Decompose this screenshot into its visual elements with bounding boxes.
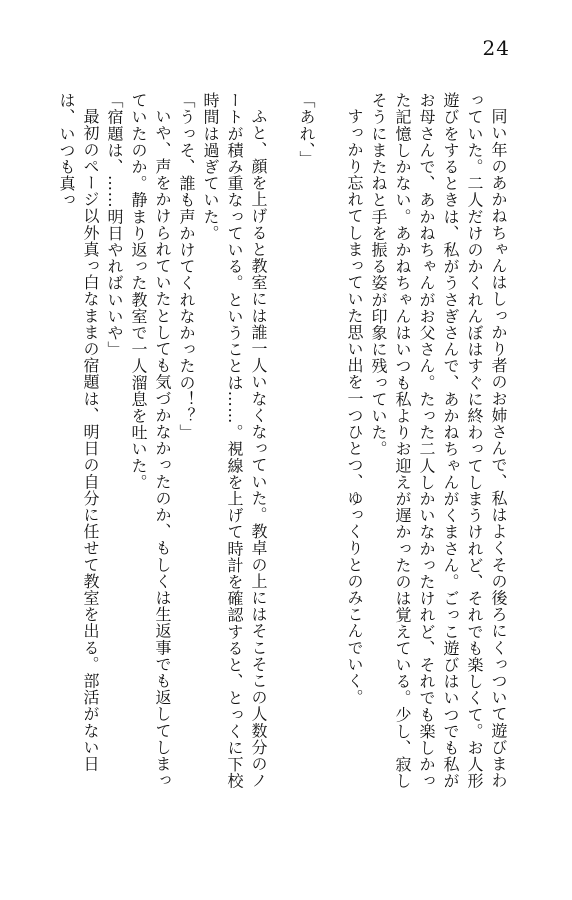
paragraph: いや、声をかけられていたとしても気づかなかったのか、もしくは生返事でも返してしまっていたのか。静まり返った教室で一人溜息を吐いた。 [129, 92, 172, 789]
blank-line [318, 92, 342, 792]
dialogue-line: 「うっそ、誰も声かけてくれなかったの！？」 [177, 92, 196, 441]
dialogue-line: 「あれ、」 [297, 92, 316, 167]
paragraph: 同い年のあかねちゃんはしっかり者のお姉さんで、私はよくその後ろにくっついて遊びまわっていた。二人だけのかくれんぼはすぐに終わってしまうけれど、それでも楽しくて。お人形遊びをするときは、私がうさぎさんで、あかねちゃんがくまさん。ごっこ遊びはいつでも私がお母さんで、あかねちゃんがお父さん。たった二人しかいなかったけれど、それでも楽しかった記憶しかない。あかねちゃんはいつも私よりお迎えが遅かったのは覚えている。少し、寂しそうにまたねと手を振る姿が印象に残っていた。 [369, 92, 508, 790]
dialogue-line: 「宿題は、……明日やればいいや」 [105, 92, 124, 358]
paragraph: 最初のページ以外真っ白なままの宿題は、明日の自分に任せて教室を出る。部活がない日は、いつも真っ [57, 92, 100, 772]
paragraph: ふと、顔を上げると教室には誰一人いなくなっていた。教卓の上にはそこそこの人数分のノートが積み重なっている。ということは……。視線を上げて時計を確認すると、とっくに下校時間は過ぎていた。 [201, 92, 268, 790]
paragraph: すっかり忘れてしまっていた思い出を一つひとつ、ゆっくりとのみこんでいく。 [345, 108, 364, 706]
body-text [57, 92, 510, 792]
page-number: 24 [482, 36, 510, 60]
blank-line [270, 92, 294, 792]
